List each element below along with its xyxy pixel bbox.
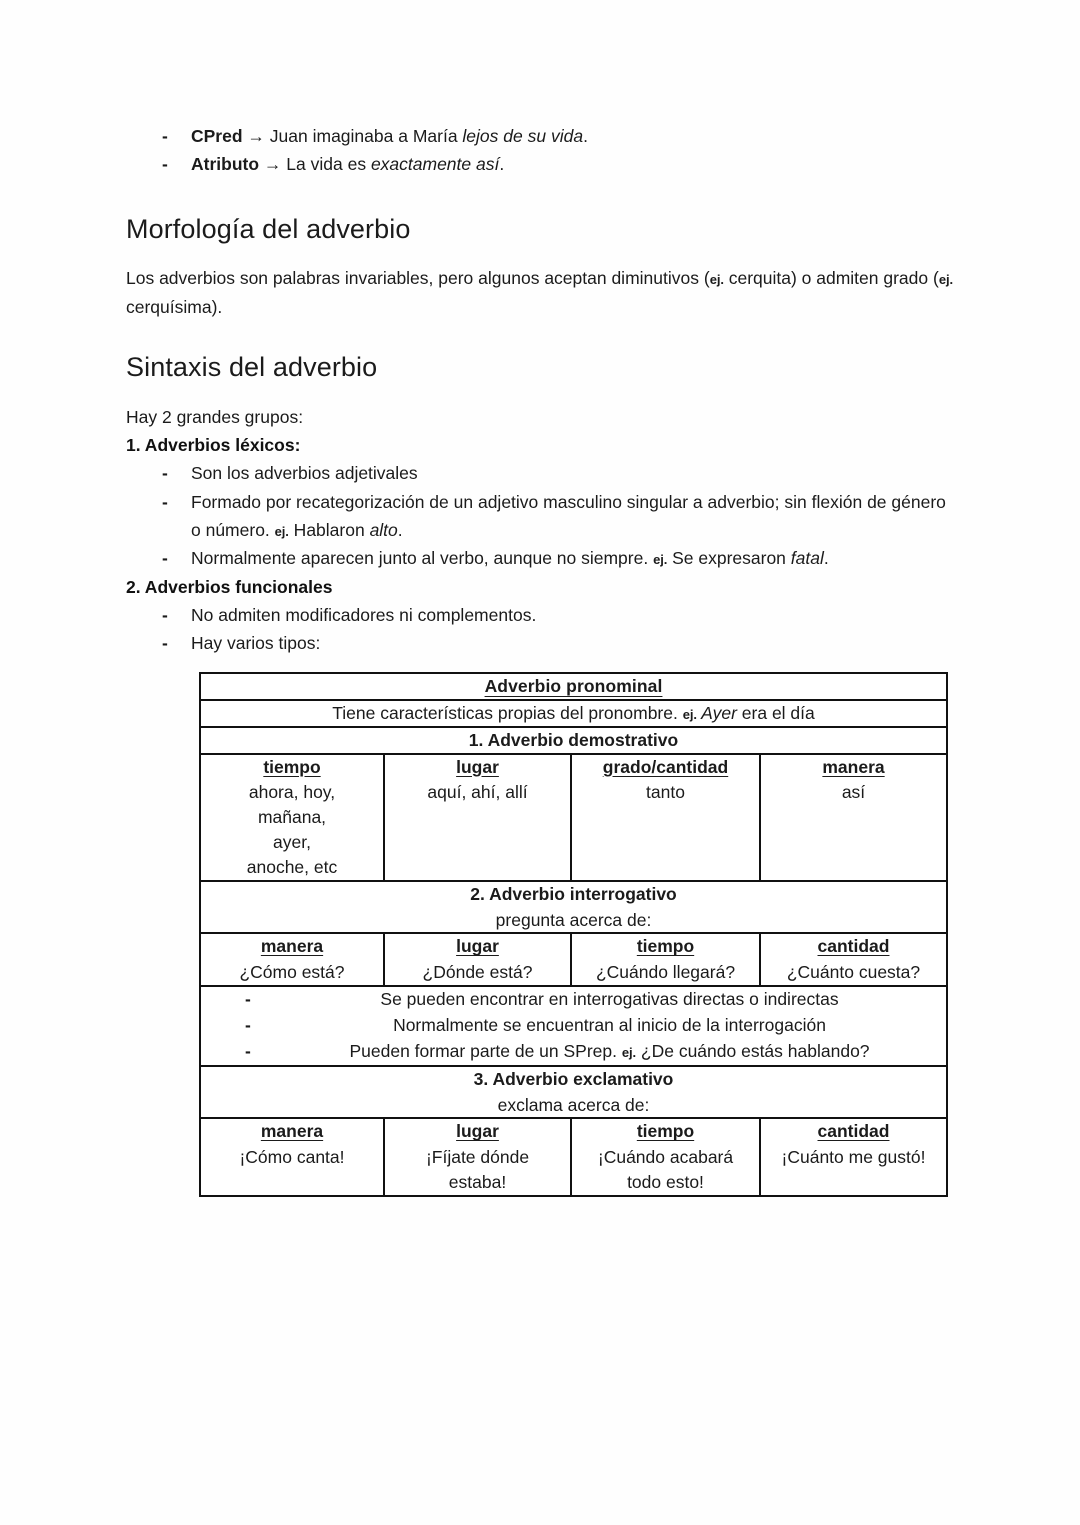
section-label: 3. Adverbio exclamativo bbox=[473, 1068, 674, 1089]
cell-cantidad-exclamativo bbox=[760, 1118, 947, 1196]
list-item-text: Son los adverbios adjetivales bbox=[191, 463, 418, 484]
ej-label: ej. bbox=[682, 706, 697, 722]
table-row bbox=[200, 727, 947, 754]
section-header-exclamativo bbox=[200, 1066, 947, 1119]
cell-grado-cantidad-demostrativo bbox=[571, 754, 760, 881]
cell-value: ¡Fíjate dónde estaba! bbox=[425, 1147, 530, 1193]
table-row bbox=[200, 673, 947, 700]
cell-value: ahora, hoy, mañana, ayer, anoche, etc bbox=[246, 782, 338, 877]
cell-value: ¡Cuándo acabará todo esto! bbox=[597, 1147, 734, 1193]
list-item bbox=[126, 459, 960, 487]
cell-manera-exclamativo bbox=[200, 1118, 384, 1196]
description-part2: era el día bbox=[736, 702, 815, 723]
cell-lugar-interrogativo bbox=[384, 933, 571, 986]
table-row bbox=[200, 933, 947, 986]
dash-marker: - bbox=[245, 1015, 251, 1036]
bullet-term: Atributo bbox=[191, 154, 260, 175]
list-item-text-tail: . bbox=[823, 548, 829, 569]
list-item bbox=[126, 150, 960, 178]
list-item bbox=[126, 601, 960, 629]
list-item-text: Normalmente aparecen junto al verbo, aunque no siempre. bbox=[191, 548, 654, 569]
section-sublabel: exclama acerca de: bbox=[497, 1094, 650, 1115]
bullet-text: La vida es bbox=[286, 154, 371, 175]
adverb-table-wrapper bbox=[199, 672, 946, 1197]
cell-header: lugar bbox=[456, 936, 499, 957]
list-item-text: Formado por recategorización de un adjetivo masculino singular a adverbio; sin flexión de género o número. bbox=[191, 491, 946, 540]
table-description bbox=[200, 700, 947, 727]
cell-header: tiempo bbox=[263, 756, 321, 777]
cell-manera-demostrativo bbox=[760, 754, 947, 881]
table-title: Adverbio pronominal bbox=[200, 673, 947, 700]
cell-header: cantidad bbox=[817, 1121, 890, 1142]
bullet-text: Juan imaginaba a María bbox=[269, 126, 463, 146]
bullet-term: CPred bbox=[191, 126, 243, 146]
cell-header: manera bbox=[822, 756, 885, 777]
heading-morfologia: Morfología del adverbio bbox=[126, 213, 411, 244]
top-bullet-list bbox=[126, 122, 960, 179]
list-item-text-tail: ¿De cuándo estás hablando? bbox=[636, 1040, 870, 1061]
dash-marker: - bbox=[162, 604, 168, 625]
list-item-text-mid: Se expresaron bbox=[667, 548, 791, 569]
list-item-text: No admiten modificadores ni complementos. bbox=[191, 604, 537, 625]
cell-value: tanto bbox=[646, 782, 685, 803]
list-item-text: Se pueden encontrar en interrogativas directas o indirectas bbox=[380, 989, 839, 1010]
bullet-italic: lejos de su vida bbox=[462, 126, 584, 146]
section-label: 1. Adverbio demostrativo bbox=[468, 729, 679, 750]
group2-label: 2. Adverbios funcionales bbox=[126, 576, 333, 597]
cell-value: ¡Cómo canta! bbox=[239, 1147, 345, 1168]
bullet-italic: exactamente así bbox=[370, 154, 500, 175]
list-item bbox=[126, 544, 960, 572]
bullet-text-tail: . bbox=[583, 126, 588, 146]
paragraph-part3: cerquísima). bbox=[126, 296, 223, 317]
table-row bbox=[200, 881, 947, 934]
sintaxis-intro: Hay 2 grandes grupos: bbox=[126, 406, 304, 427]
section-label: 2. Adverbio interrogativo bbox=[470, 883, 677, 904]
cell-value: ¿Cómo está? bbox=[239, 962, 345, 983]
table-row bbox=[200, 986, 947, 1066]
dash-marker: - bbox=[162, 463, 168, 484]
arrow-glyph: → bbox=[263, 154, 282, 175]
cell-header: tiempo bbox=[636, 1121, 695, 1142]
paragraph-part1: Los adverbios son palabras invariables, pero algunos aceptan diminutivos ( bbox=[126, 268, 710, 289]
dash-marker: - bbox=[245, 989, 251, 1010]
cell-value: ¿Dónde está? bbox=[422, 962, 533, 983]
cell-lugar-exclamativo bbox=[384, 1118, 571, 1196]
list-item bbox=[201, 1039, 946, 1065]
cell-tiempo-interrogativo bbox=[571, 933, 760, 986]
cell-value: así bbox=[841, 782, 866, 803]
list-item-text: Pueden formar parte de un SPrep. bbox=[349, 1040, 622, 1061]
list-item-text: Normalmente se encuentran al inicio de la interrogación bbox=[393, 1015, 826, 1036]
list-item bbox=[201, 1013, 946, 1039]
cell-value: ¿Cuándo llegará? bbox=[595, 962, 736, 983]
cell-header: lugar bbox=[456, 1121, 499, 1142]
description-part1: Tiene características propias del pronombre. bbox=[332, 702, 683, 723]
cell-lugar-demostrativo bbox=[384, 754, 571, 881]
cell-value: ¡Cuánto me gustó! bbox=[781, 1147, 926, 1168]
section-header-interrogativo bbox=[200, 881, 947, 934]
cell-tiempo-exclamativo bbox=[571, 1118, 760, 1196]
cell-header: manera bbox=[260, 936, 324, 957]
dash-marker: - bbox=[162, 126, 168, 146]
arrow-glyph: → bbox=[247, 126, 265, 146]
document-content bbox=[126, 122, 960, 657]
dash-marker: - bbox=[162, 491, 168, 512]
group1-label: 1. Adverbios léxicos: bbox=[126, 435, 301, 456]
list-item-italic: fatal bbox=[790, 548, 824, 569]
list-item-italic: alto bbox=[369, 519, 398, 540]
description-italic: Ayer bbox=[696, 702, 737, 723]
cell-header: tiempo bbox=[636, 936, 695, 957]
ej-label: ej. bbox=[938, 272, 953, 288]
group2-list bbox=[126, 601, 960, 658]
cell-header: lugar bbox=[456, 756, 499, 777]
list-item-text-tail: . bbox=[397, 519, 403, 540]
paragraph-morfologia bbox=[126, 264, 960, 321]
list-item bbox=[126, 629, 960, 657]
interrogativo-notes bbox=[200, 986, 947, 1066]
list-item-text-mid: Hablaron bbox=[288, 519, 370, 540]
cell-tiempo-demostrativo bbox=[200, 754, 384, 881]
ej-label: ej. bbox=[274, 523, 289, 539]
dash-marker: - bbox=[162, 632, 168, 653]
ej-label: ej. bbox=[621, 1044, 637, 1060]
cell-cantidad-interrogativo bbox=[760, 933, 947, 986]
list-item bbox=[126, 122, 960, 150]
ej-label: ej. bbox=[709, 272, 724, 288]
bullet-text-tail: . bbox=[499, 154, 505, 175]
table-row bbox=[200, 1118, 947, 1196]
cell-value: ¿Cuánto cuesta? bbox=[786, 962, 921, 983]
section-sublabel: pregunta acerca de: bbox=[495, 909, 652, 930]
ej-label: ej. bbox=[653, 552, 668, 568]
notes-list bbox=[201, 987, 946, 1065]
list-item bbox=[201, 987, 946, 1013]
table-row bbox=[200, 754, 947, 881]
list-item bbox=[126, 488, 960, 545]
dash-marker: - bbox=[162, 548, 168, 569]
adverbio-pronominal-table bbox=[199, 672, 948, 1197]
section-header-demostrativo bbox=[200, 727, 947, 754]
cell-header: grado/cantidad bbox=[602, 756, 729, 777]
dash-marker: - bbox=[245, 1040, 251, 1061]
dash-marker: - bbox=[162, 154, 168, 175]
paragraph-part2: cerquita) o admiten grado ( bbox=[723, 268, 939, 289]
table-row bbox=[200, 1066, 947, 1119]
cell-header: manera bbox=[260, 1121, 324, 1142]
cell-value: aquí, ahí, allí bbox=[427, 782, 528, 803]
cell-manera-interrogativo bbox=[200, 933, 384, 986]
list-item-text: Hay varios tipos: bbox=[191, 632, 321, 653]
cell-header: cantidad bbox=[817, 936, 890, 957]
table-row bbox=[200, 700, 947, 727]
heading-sintaxis: Sintaxis del adverbio bbox=[126, 352, 378, 383]
group1-list bbox=[126, 459, 960, 572]
